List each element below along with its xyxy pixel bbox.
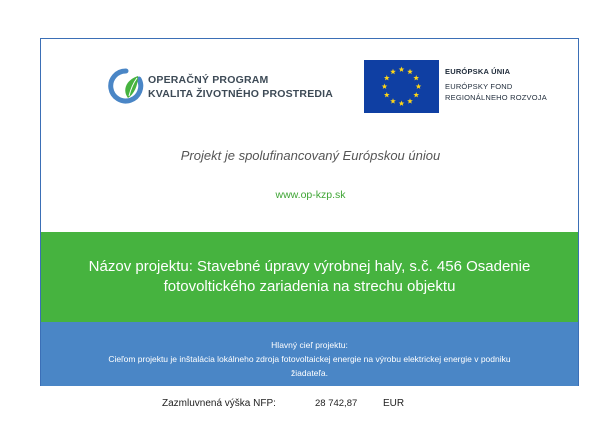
project-board — [40, 38, 579, 386]
eu-flag-icon — [364, 60, 439, 113]
cofinanced-text: Projekt je spolufinancovaný Európskou úniou — [180, 148, 441, 163]
op-kzp-line2: KVALITA ŽIVOTNÉHO PROSTREDIA — [148, 88, 334, 100]
eu-line1: EURÓPSKA ÚNIA — [445, 67, 511, 76]
project-title-line2: fotovoltického zariadenia na strechu objektu — [163, 278, 456, 295]
goal-text — [41, 352, 578, 380]
op-kzp-emblem-icon — [108, 68, 144, 106]
project-title — [41, 257, 578, 297]
eu-star-icon — [390, 69, 396, 74]
eu-star-icon — [384, 92, 390, 97]
nfp-currency: EUR — [383, 398, 405, 409]
eu-line3: REGIONÁLNEHO ROZVOJA — [445, 93, 547, 102]
eu-star-icon — [384, 75, 390, 80]
op-kzp-logo — [108, 68, 338, 108]
project-goal-band — [41, 322, 578, 386]
project-title-line1: Názov projektu: Stavebné úpravy výrobnej haly, s.č. 456 Osadenie — [88, 258, 531, 275]
goal-text-line2: žiadateľa. — [291, 368, 328, 378]
eu-star-icon — [407, 69, 413, 74]
website-link[interactable]: www.op-kzp.sk — [275, 189, 346, 201]
goal-label: Hlavný cieľ projektu: — [271, 340, 348, 350]
nfp-label: Zazmluvnená výška NFP: — [162, 398, 276, 409]
eu-star-icon — [399, 67, 405, 72]
eu-star-icon — [407, 98, 413, 103]
eu-logo — [364, 60, 554, 116]
eu-star-icon — [399, 101, 405, 106]
eu-star-icon — [413, 92, 419, 97]
eu-stars-icon — [364, 60, 439, 113]
eu-star-icon — [390, 98, 396, 103]
eu-star-icon — [382, 84, 388, 89]
eu-star-icon — [416, 84, 422, 89]
project-title-band — [41, 232, 578, 322]
goal-text-line1: Cieľom projektu je inštalácia lokálneho zdroja fotovoltaickej energie na výrobu elektrickej energie v podniku — [108, 354, 511, 364]
eu-star-icon — [413, 75, 419, 80]
op-kzp-line1: OPERAČNÝ PROGRAM — [148, 74, 269, 86]
eu-line2: EURÓPSKY FOND — [445, 82, 513, 91]
nfp-value: 28 742,87 — [315, 398, 358, 409]
